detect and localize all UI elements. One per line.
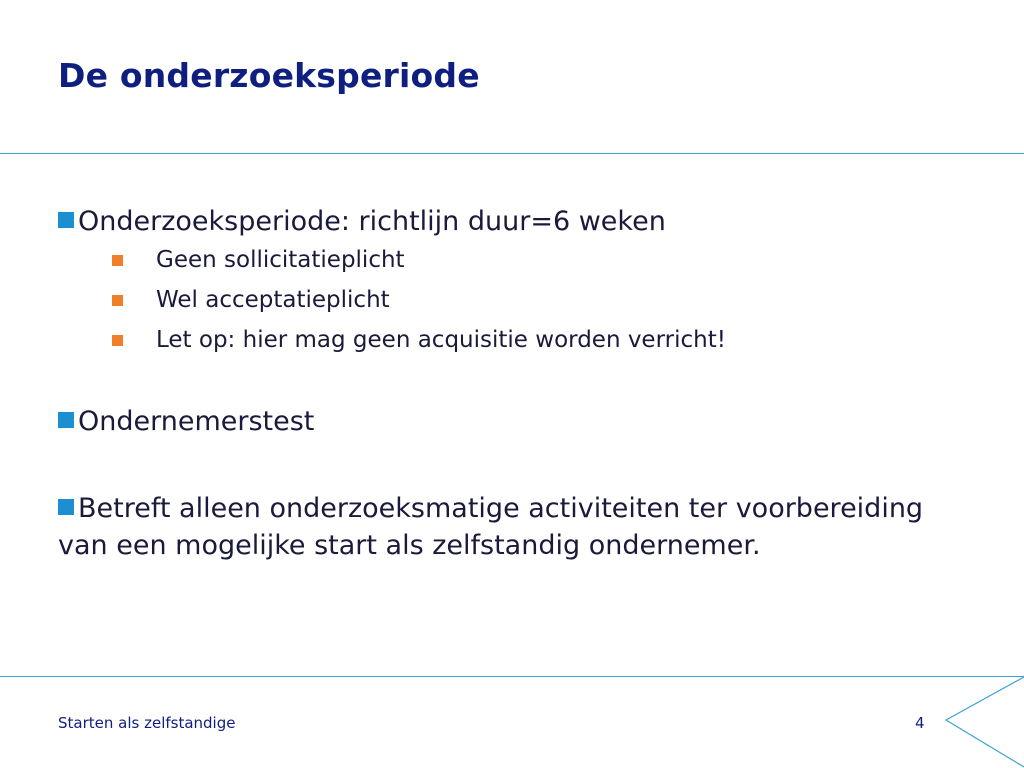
- slide-title: De onderzoeksperiode: [58, 56, 480, 95]
- bullet-item: [58, 203, 958, 240]
- bullet-text: Onderzoeksperiode: richtlijn duur=6 weken: [78, 206, 666, 237]
- square-bullet-icon: [58, 212, 74, 228]
- slide-content: [58, 203, 958, 564]
- sub-bullet-text: Let op: hier mag geen acquisitie worden verricht!: [156, 327, 726, 353]
- square-bullet-icon: [112, 335, 123, 346]
- bullet-text: Betreft alleen onderzoeksmatige activiteiten ter voorbereiding van een mogelijke start als zelfstandig ondernemer.: [58, 493, 924, 561]
- square-bullet-icon: [112, 255, 123, 266]
- sub-bullet-item: [58, 240, 958, 280]
- bullet-text: Ondernemerstest: [78, 406, 315, 437]
- sub-bullet-text: Geen sollicitatieplicht: [156, 247, 405, 273]
- chevron-left-icon: [940, 676, 1024, 768]
- bullet-item: [58, 490, 958, 564]
- sub-bullet-item: [58, 320, 958, 360]
- sub-bullet-item: [58, 280, 958, 320]
- bottom-divider: [0, 676, 1024, 677]
- sub-bullet-text: Wel acceptatieplicht: [156, 287, 390, 313]
- square-bullet-icon: [112, 295, 123, 306]
- footer-text: Starten als zelfstandige: [58, 714, 236, 732]
- top-divider: [0, 153, 1024, 154]
- page-number: 4: [915, 714, 925, 732]
- bullet-item: [58, 403, 958, 440]
- square-bullet-icon: [58, 499, 74, 515]
- square-bullet-icon: [58, 412, 74, 428]
